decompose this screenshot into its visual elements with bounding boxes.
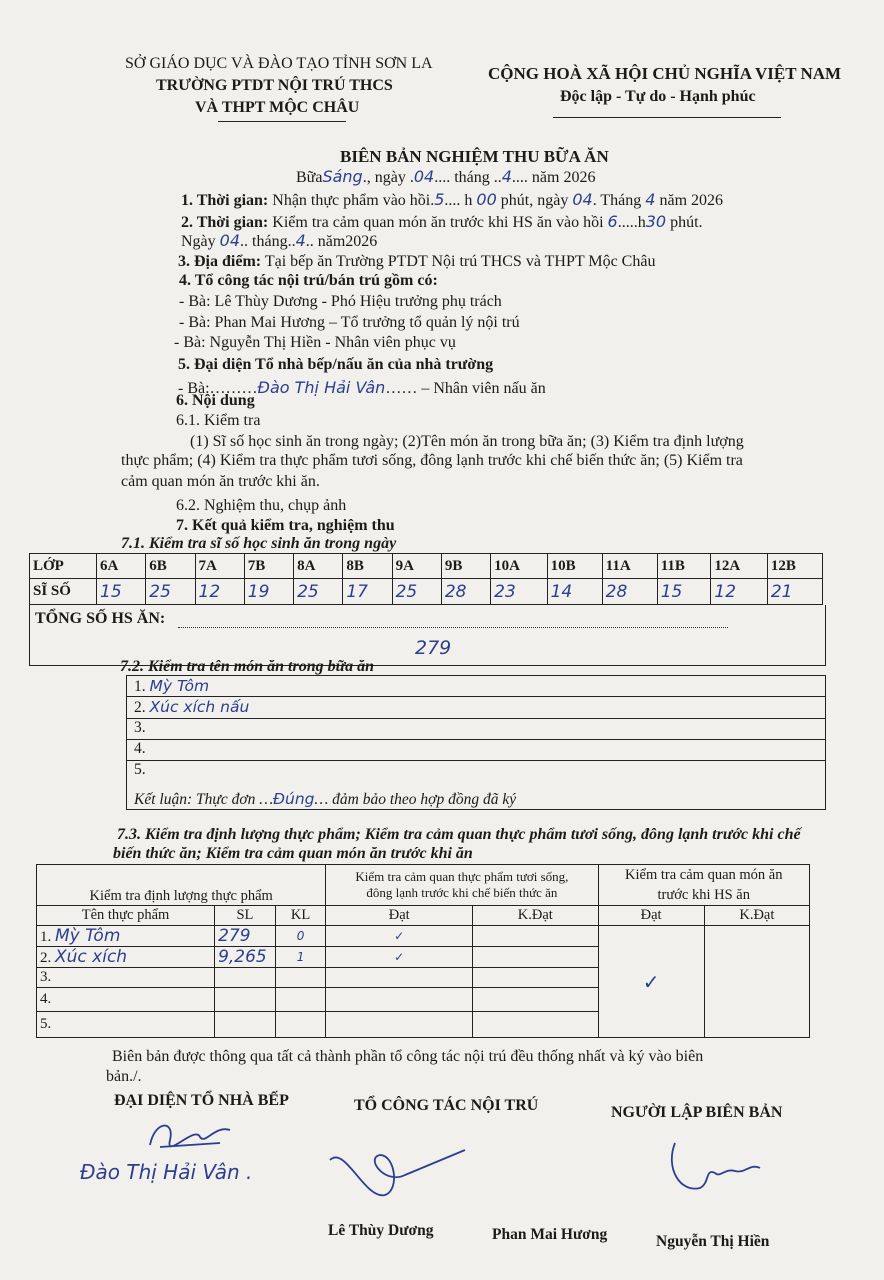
class-cell: 11A: [602, 554, 657, 579]
count-cell: 12: [195, 579, 244, 605]
header-underline-right: [553, 117, 781, 118]
section-7-heading: 7. Kết quả kiểm tra, nghiệm thu: [176, 517, 395, 534]
kdat-cell: [473, 1012, 598, 1038]
table-7-3-title-2: biến thức ăn; Kiểm tra cảm quan món ăn trước khi ăn: [113, 845, 473, 862]
dat-cell: [326, 988, 473, 1012]
count-cell: 17: [343, 579, 392, 605]
total-value: 279: [415, 637, 452, 659]
dish-line: [127, 718, 825, 719]
section-2-date: Ngày 04.. tháng..4.. năm2026: [181, 231, 378, 250]
cook-line: - Bà:………Đào Thị Hải Vân…… – Nhân viên nấu ăn: [178, 378, 546, 397]
dish-line: [127, 739, 825, 740]
food-cell: 2. Xúc xích: [37, 947, 215, 968]
section-6-para-1: (1) Sĩ số học sinh ăn trong ngày; (2)Tên món ăn trong bữa ăn; (3) Kiểm tra định lượng: [190, 433, 744, 450]
meal-value: Sáng: [322, 167, 363, 186]
menu-conclusion: Kết luận: Thực đơn …Đúng… đảm bảo theo hợp đồng đã ký: [134, 790, 517, 808]
sense-check-mark: ✓: [598, 926, 704, 1038]
count-cell: 19: [244, 579, 293, 605]
class-cell: 12B: [767, 554, 822, 579]
dat-cell: [326, 968, 473, 988]
conclusion-value: Đúng: [273, 790, 315, 808]
food-cell: 5.: [37, 1012, 215, 1038]
dish-line: [127, 696, 825, 697]
dat-cell: [326, 1012, 473, 1038]
sense-kdat-cell: [704, 926, 809, 1038]
kitchen-signed-name: Đào Thị Hải Vân .: [80, 1160, 253, 1184]
food-cell: 4.: [37, 988, 215, 1012]
food-name: Mỳ Tôm: [55, 926, 121, 946]
member-2: - Bà: Phan Mai Hương – Tổ trưởng tổ quản lý nội trú: [179, 314, 520, 331]
class-cell: 6B: [146, 554, 195, 579]
quality-table: [36, 864, 810, 1038]
meal-month: 4: [501, 167, 512, 186]
class-cell: 6A: [97, 554, 146, 579]
class-cell: 7A: [195, 554, 244, 579]
kdat-cell: [473, 968, 598, 988]
class-cell: 8B: [343, 554, 392, 579]
kitchen-rep-title: ĐẠI DIỆN TỔ NHÀ BẾP: [114, 1092, 289, 1109]
section-6-para-3: cảm quan món ăn trước khi ăn.: [121, 473, 320, 490]
col-kdat-2: K.Đạt: [704, 906, 809, 926]
meal-line: BữaSáng., ngày .04.... tháng ..4.... năm 2026: [296, 167, 596, 186]
class-cell: 7B: [244, 554, 293, 579]
col-sl: SL: [215, 906, 276, 926]
motto: Độc lập - Tự do - Hạnh phúc: [560, 88, 756, 105]
kdat-cell: [473, 988, 598, 1012]
dish-name: Xúc xích nấu: [149, 698, 250, 716]
check-day: 04: [219, 231, 241, 250]
kl-cell: [275, 968, 326, 988]
receive-hour: 5: [434, 190, 445, 209]
count-cell: 21: [767, 579, 822, 605]
food-cell: 3.: [37, 968, 215, 988]
attendance-table: [29, 553, 823, 605]
member-1: - Bà: Lê Thùy Dương - Phó Hiệu trưởng phụ trách: [179, 293, 502, 310]
closing-line-1: Biên bản được thông qua tất cả thành phần tổ công tác nội trú đều thống nhất và ký vào biên: [112, 1048, 704, 1065]
sl-cell: [215, 988, 276, 1012]
receive-day: 04: [572, 190, 593, 209]
kl-cell: 1: [275, 947, 326, 968]
food-cell: 1. Mỳ Tôm: [37, 926, 215, 947]
col-kl: KL: [275, 906, 326, 926]
recorder-name: Nguyễn Thị Hiền: [656, 1233, 770, 1250]
quant-header: Kiểm tra định lượng thực phẩm: [37, 865, 326, 906]
dish-row: 2. Xúc xích nấu: [134, 698, 250, 716]
dish-name: Mỳ Tôm: [149, 677, 210, 695]
count-cell: 14: [547, 579, 602, 605]
check-minute: 30: [645, 212, 667, 231]
member-3: - Bà: Nguyễn Thị Hiền - Nhân viên phục vụ: [174, 334, 456, 351]
quality-subheader-row: [37, 906, 810, 926]
count-cell: 28: [441, 579, 490, 605]
board-title: TỔ CÔNG TÁC NỘI TRÚ: [354, 1097, 539, 1114]
col-kdat: K.Đạt: [473, 906, 598, 926]
kl-cell: [275, 1012, 326, 1038]
count-cell: 15: [657, 579, 711, 605]
section-6-2: 6.2. Nghiệm thu, chụp ảnh: [176, 497, 347, 514]
section-6-para-2: thực phẩm; (4) Kiểm tra thực phẩm tươi sống, đông lạnh trước khi chế biến thức ăn; (5) Kiểm tra: [121, 452, 743, 469]
kdat-cell: [473, 926, 598, 947]
col-dat: Đạt: [326, 906, 473, 926]
count-cell: 15: [97, 579, 146, 605]
class-cell: 10B: [547, 554, 602, 579]
recorder-signature-icon: [665, 1138, 775, 1198]
header-underline-left: [218, 121, 346, 122]
class-cell: 8A: [294, 554, 343, 579]
count-cell: 12: [711, 579, 767, 605]
class-cell: 12A: [711, 554, 767, 579]
count-cell: 25: [294, 579, 343, 605]
document-title: BIÊN BẢN NGHIỆM THU BỮA ĂN: [340, 147, 609, 166]
kdat-cell: [473, 947, 598, 968]
class-row: [30, 554, 823, 579]
section-2: 2. Thời gian: Kiểm tra cảm quan món ăn trước khi HS ăn vào hồi 6.....h30 phút.: [181, 212, 703, 231]
dish-line: [127, 760, 825, 761]
sl-cell: [215, 1012, 276, 1038]
check-mark: ✓: [326, 947, 473, 968]
dish-row: 5.: [134, 761, 146, 778]
receive-month: 4: [645, 190, 656, 209]
cook-name: Đào Thị Hải Vân: [257, 378, 386, 397]
class-cell: 11B: [657, 554, 711, 579]
board-name-1: Lê Thùy Dương: [328, 1222, 434, 1239]
total-label: TỔNG SỐ HS ĂN:: [35, 610, 166, 627]
section-5-heading: 5. Đại diện Tổ nhà bếp/nấu ăn của nhà trường: [178, 356, 494, 373]
total-dotted-line: [178, 627, 728, 628]
section-6-1: 6.1. Kiểm tra: [176, 412, 261, 429]
food-name: Xúc xích: [55, 947, 128, 967]
board-signature-icon: [325, 1140, 475, 1210]
section-3: 3. Địa điểm: Tại bếp ăn Trường PTDT Nội trú THCS và THPT Mộc Châu: [178, 253, 656, 270]
count-cell: 23: [491, 579, 547, 605]
kl-cell: 0: [275, 926, 326, 947]
fresh-header: Kiểm tra cảm quan thực phẩm tươi sống, đông lạnh trước khi chế biến thức ăn: [326, 865, 598, 906]
dish-row: 3.: [134, 719, 146, 736]
country-name: CỘNG HOÀ XÃ HỘI CHỦ NGHĨA VIỆT NAM: [488, 64, 842, 83]
check-mark: ✓: [326, 926, 473, 947]
quality-row: [37, 926, 810, 947]
board-name-2: Phan Mai Hương: [492, 1226, 608, 1243]
count-cell: 25: [146, 579, 195, 605]
class-row-label: LỚP: [30, 554, 97, 579]
dish-row: 1. Mỳ Tôm: [134, 677, 210, 695]
sl-cell: 9,265: [215, 947, 276, 968]
check-hour: 6: [607, 212, 618, 231]
col-food-name: Tên thực phẩm: [37, 906, 215, 926]
section-4-heading: 4. Tổ công tác nội trú/bán trú gồm có:: [179, 272, 438, 289]
quality-header-row: [37, 865, 810, 906]
count-cell: 28: [602, 579, 657, 605]
table-7-1-title: 7.1. Kiểm tra sĩ số học sinh ăn trong ngày: [121, 535, 397, 552]
recorder-title: NGƯỜI LẬP BIÊN BẢN: [611, 1104, 783, 1121]
sl-cell: [215, 968, 276, 988]
class-cell: 9A: [392, 554, 441, 579]
check-month: 4: [295, 231, 306, 250]
sl-cell: 279: [215, 926, 276, 947]
class-cell: 9B: [441, 554, 490, 579]
meal-day: 04: [413, 167, 435, 186]
sense-header: Kiểm tra cảm quan món ăn trước khi HS ăn: [598, 865, 810, 906]
receive-minute: 00: [476, 190, 497, 209]
class-cell: 10A: [491, 554, 547, 579]
count-row: [30, 579, 823, 605]
kl-cell: [275, 988, 326, 1012]
kitchen-signature-icon: [140, 1115, 240, 1155]
school-line-2: VÀ THPT MỘC CHÂU: [195, 99, 360, 116]
count-row-label: SĨ SỐ: [30, 579, 97, 605]
closing-line-2: bản./.: [106, 1068, 142, 1085]
dept-line: SỞ GIÁO DỤC VÀ ĐÀO TẠO TỈNH SƠN LA: [125, 55, 433, 72]
table-7-2-title: 7.2. Kiểm tra tên món ăn trong bữa ăn: [120, 658, 375, 675]
dish-row: 4.: [134, 740, 146, 757]
school-line-1: TRƯỜNG PTDT NỘI TRÚ THCS: [156, 77, 393, 94]
count-cell: 25: [392, 579, 441, 605]
table-7-3-title-1: 7.3. Kiểm tra định lượng thực phẩm; Kiểm tra cảm quan thực phẩm tươi sống, đông lạnh trước khi chế: [117, 826, 801, 843]
section-1: 1. Thời gian: Nhận thực phẩm vào hồi.5.... h 00 phút, ngày 04. Tháng 4 năm 2026: [181, 190, 724, 209]
section-6-heading: 6. Nội dung: [176, 392, 255, 409]
col-dat-2: Đạt: [598, 906, 704, 926]
